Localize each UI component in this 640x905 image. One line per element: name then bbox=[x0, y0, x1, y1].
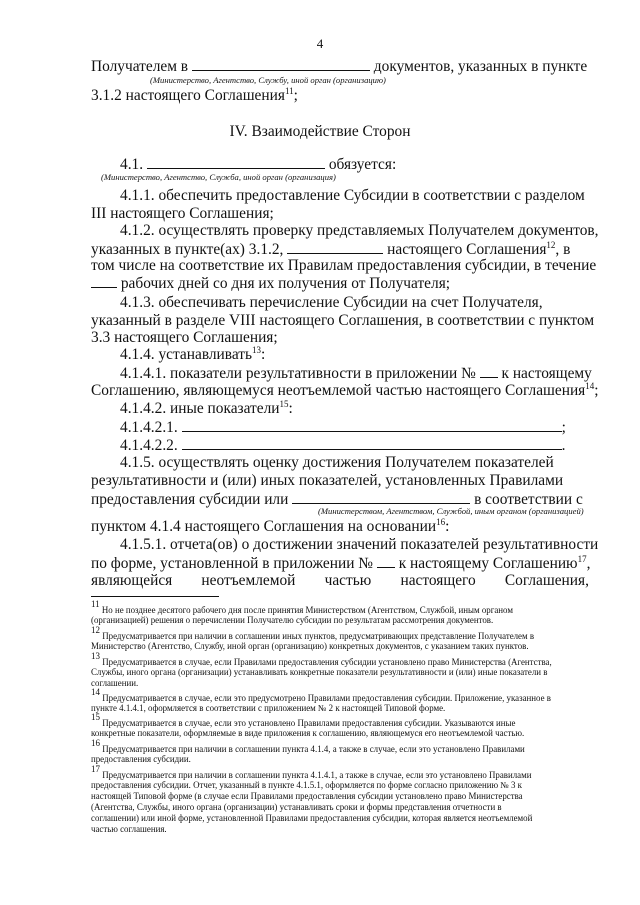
body-line-10: 4.1.3. обеспечивать перечисление Субсидии на счет Получателя, bbox=[120, 294, 543, 311]
footnote-17-line: частью соглашения. bbox=[91, 824, 167, 834]
body-line-8: том числе на соответствие их Правилам предоставления субсидии, в течение bbox=[91, 257, 597, 274]
footnote-14-line: пункте 4.1.4.1, оформляется в соответствии с приложением № 2 к настоящей Типовой форме. bbox=[91, 703, 446, 713]
footnote-11: $^{11}$ Но не позднее десятого рабочего дня после принятия Министерством (Агентством, Службой, иным органом bbox=[91, 599, 513, 615]
body-line-2: 3.1.2 настоящего Соглашения$^{11}$; bbox=[91, 86, 298, 104]
footnote-17-line: предоставления субсидии. Отчет, указанный в пункте 4.1.5.1, оформляется по форме согласно приложению № 3 к bbox=[91, 780, 522, 790]
footnote-12-line: Министерство (Агентство, Службу, иной орган (организацию) конкретных документов, с указанием таких пунктов. bbox=[91, 641, 529, 651]
blank-field bbox=[147, 155, 325, 169]
footnote-separator bbox=[91, 596, 219, 597]
footnote-13: $^{13}$ Предусматривается в случае, если Правилами предоставления субсидии установлено право Министерства (Агентства, bbox=[91, 651, 552, 667]
body-line-17: 4.1.4.2.1. ; bbox=[120, 419, 566, 436]
body-line-15: Соглашению, являющемуся неотъемлемой частью настоящего Соглашения$^{14}$; bbox=[91, 381, 599, 399]
footnote-ref-15: 15 bbox=[279, 399, 289, 409]
footnote-13-line: соглашении. bbox=[91, 678, 139, 688]
blank-field bbox=[182, 418, 562, 432]
body-line-5: III настоящего Соглашения; bbox=[91, 205, 274, 222]
body-line-24: по форме, установленной в приложении № к настоящему Соглашению$^{17}$, bbox=[91, 554, 591, 572]
blank-field bbox=[192, 57, 370, 71]
footnote-16: $^{16}$ Предусматривается при наличии в соглашении пункта 4.1.4, а также в случае, если это установлено Правилами bbox=[91, 738, 525, 754]
body-line-25: являющейся неотъемлемой частью настоящего Соглашения, bbox=[91, 572, 589, 589]
field-hint: (Министерством, Агентством, Службой, иным органом (организацией) bbox=[318, 506, 584, 516]
footnote-13-line: Службы, иного органа (организации) устанавливать конкретные показатели результативности и (или) иные показатели в bbox=[91, 667, 548, 677]
footnote-17-line: (Агентства, Службы, иного органа (организации) устанавливать сроки и формы представления отчетности в bbox=[91, 802, 502, 812]
body-line-23: 4.1.5.1. отчета(ов) о достижении значений показателей результативности bbox=[120, 536, 599, 553]
blank-field bbox=[377, 554, 395, 568]
footnote-11-line: (организацией) решения о перечислении Получателю субсидии по результатам рассмотрения документов. bbox=[91, 615, 494, 625]
body-line-19: 4.1.5. осуществлять оценку достижения Получателем показателей bbox=[120, 454, 554, 471]
body-line-3: 4.1. обязуется: bbox=[120, 156, 397, 173]
body-line-18: 4.1.4.2.2. . bbox=[120, 437, 566, 454]
blank-field bbox=[91, 274, 117, 288]
footnote-14: $^{14}$ Предусматривается в случае, если это предусмотрено Правилами предоставления субсидии. Приложение, указанное в bbox=[91, 687, 551, 703]
page-number: 4 bbox=[316, 36, 324, 51]
body-line-13: 4.1.4. устанавливать$^{13}$: bbox=[120, 345, 266, 363]
blank-field bbox=[182, 436, 562, 450]
footnote-ref-13: 13 bbox=[252, 345, 262, 355]
body-line-4: 4.1.1. обеспечить предоставление Субсидии в соответствии с разделом bbox=[120, 187, 585, 204]
footnote-ref-14: 14 bbox=[585, 381, 595, 391]
footnote-ref-11: 11 bbox=[284, 86, 294, 96]
body-line-12: 3.3 настоящего Соглашения; bbox=[91, 329, 278, 346]
field-hint: (Министерство, Агентство, Служба, иной орган (организация) bbox=[101, 172, 336, 182]
footnote-16-line: предоставления субсидии. bbox=[91, 754, 191, 764]
section-title: IV. Взаимодействие Сторон bbox=[229, 123, 411, 140]
body-line-21: предоставления субсидии или в соответствии с bbox=[91, 491, 583, 508]
body-line-22: пунктом 4.1.4 настоящего Соглашения на основании$^{16}$: bbox=[91, 517, 450, 535]
body-line-1: Получателем в документов, указанных в пункте bbox=[91, 58, 588, 75]
footnote-ref-16: 16 bbox=[436, 517, 446, 527]
body-line-20: результативности и (или) иных показателей, установленных Правилами bbox=[91, 472, 564, 489]
field-hint: (Министерство, Агентство, Службу, иной орган (организацию) bbox=[150, 75, 386, 85]
blank-field bbox=[292, 490, 470, 504]
body-line-16: 4.1.4.2. иные показатели$^{15}$: bbox=[120, 399, 293, 417]
body-line-7: указанных в пункте(ах) 3.1.2, настоящего Соглашения$^{12}$, в bbox=[91, 240, 571, 258]
body-line-9: рабочих дней со дня их получения от Получателя; bbox=[91, 274, 450, 293]
body-line-11: указанный в разделе VIII настоящего Соглашения, в соответствии с пунктом bbox=[91, 312, 595, 329]
footnote-ref-17: 17 bbox=[577, 554, 587, 564]
footnote-17: $^{17}$ Предусматривается при наличии в соглашении пункта 4.1.4.1, а также в случае, если это установлено Правилами bbox=[91, 764, 532, 780]
footnote-12: $^{12}$ Предусматривается при наличии в соглашении иных пунктов, предусматривающих представление Получателем в bbox=[91, 625, 535, 641]
footnote-15-line: конкретные показатели, оформляемые в виде приложения к соглашению, являющемуся его неотъемлемой частью. bbox=[91, 728, 525, 738]
footnote-15: $^{15}$ Предусматривается в случае, если это установлено Правилами предоставления субсидии. Указываются иные bbox=[91, 712, 516, 728]
body-line-6: 4.1.2. осуществлять проверку представляемых Получателем документов, bbox=[120, 222, 599, 239]
footnote-17-line: настоящей Типовой форме (в случае если Правилами предоставления субсидии установлено право Министерства bbox=[91, 791, 523, 801]
blank-field bbox=[480, 364, 498, 378]
body-line-14: 4.1.4.1. показатели результативности в приложении № к настоящему bbox=[120, 365, 592, 382]
footnote-17-line: соглашении) или иной форме, установленной Правилами предоставления субсидии, которая является неотъемлемой bbox=[91, 813, 533, 823]
footnote-ref-12: 12 bbox=[546, 240, 556, 250]
blank-field bbox=[287, 240, 383, 254]
